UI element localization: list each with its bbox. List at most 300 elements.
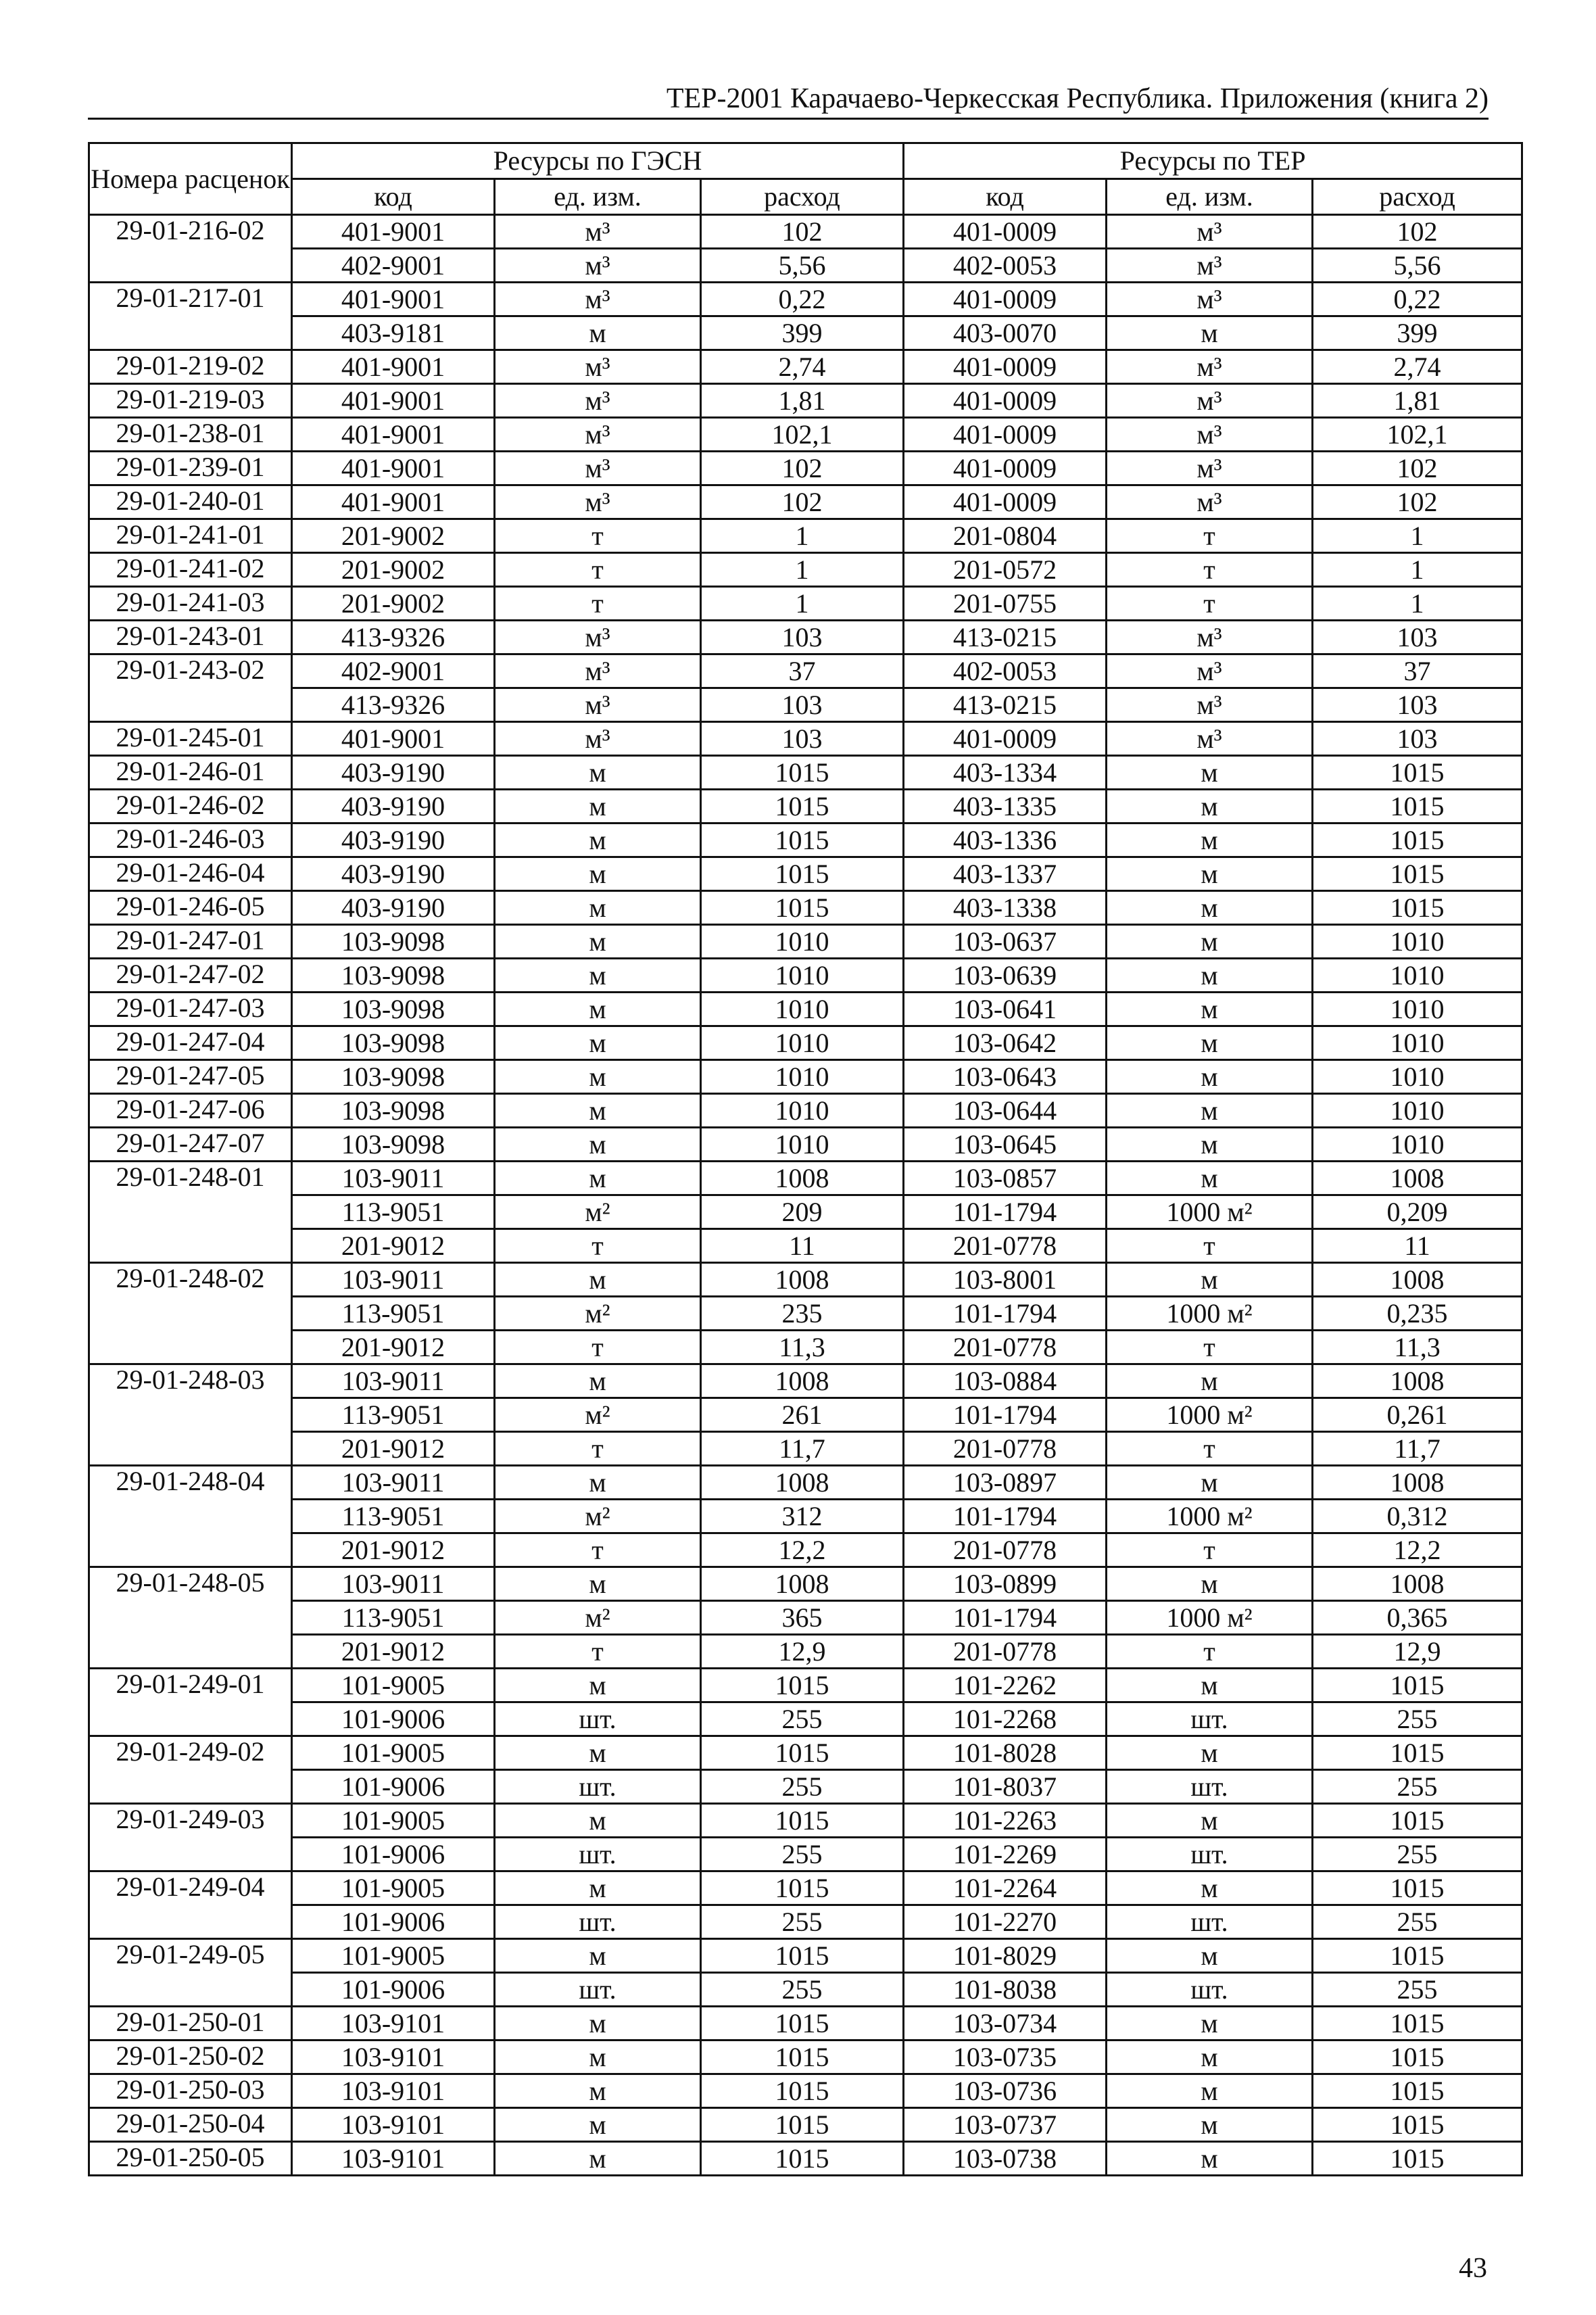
- rate-number-cell: 29-01-248-02: [89, 1263, 292, 1297]
- gesn-code-cell: 401-9001: [292, 418, 495, 452]
- table-row: [89, 790, 1522, 824]
- gesn-code-cell: 201-9002: [292, 553, 495, 587]
- page-header-title: ТЕР-2001 Карачаево-Черкесская Республика. Приложения (книга 2): [666, 83, 1489, 114]
- table-row: [89, 1297, 1522, 1331]
- table-row: [89, 1263, 1522, 1297]
- rate-number-cell: 29-01-246-02: [89, 790, 292, 824]
- ter-unit-cell: шт.: [1107, 1702, 1313, 1736]
- gesn-unit-cell: м: [495, 1060, 701, 1094]
- gesn-unit-cell: т: [495, 1331, 701, 1364]
- rate-number-cell: 29-01-249-02: [89, 1736, 292, 1770]
- ter-unit-cell: м³: [1107, 249, 1313, 283]
- gesn-unit-cell: шт.: [495, 1770, 701, 1804]
- rate-number-cell: 29-01-247-01: [89, 925, 292, 959]
- table-row: [89, 959, 1522, 993]
- gesn-consumption-cell: 255: [701, 1770, 904, 1804]
- ter-unit-cell: м³: [1107, 485, 1313, 519]
- ter-code-cell: 101-1794: [904, 1500, 1107, 1533]
- gesn-code-cell: 101-9005: [292, 1669, 495, 1702]
- gesn-consumption-cell: 1010: [701, 1128, 904, 1162]
- ter-code-cell: 403-1335: [904, 790, 1107, 824]
- table-row: [89, 1601, 1522, 1635]
- ter-unit-cell: м: [1107, 2074, 1313, 2108]
- table-row: [89, 2108, 1522, 2142]
- rate-number-cell: 29-01-249-04: [89, 1871, 292, 1905]
- ter-code-cell: 401-0009: [904, 485, 1107, 519]
- ter-unit-cell: м: [1107, 1128, 1313, 1162]
- ter-code-cell: 103-0897: [904, 1466, 1107, 1500]
- header-ter-consumption: расход: [1313, 179, 1522, 215]
- gesn-unit-cell: т: [495, 587, 701, 621]
- ter-unit-cell: м: [1107, 1669, 1313, 1702]
- ter-unit-cell: м: [1107, 993, 1313, 1026]
- ter-consumption-cell: 11: [1313, 1229, 1522, 1263]
- gesn-code-cell: 401-9001: [292, 722, 495, 756]
- gesn-unit-cell: м: [495, 2108, 701, 2142]
- gesn-unit-cell: м: [495, 2007, 701, 2040]
- gesn-unit-cell: м: [495, 1263, 701, 1297]
- gesn-unit-cell: м²: [495, 1398, 701, 1432]
- gesn-consumption-cell: 1015: [701, 1804, 904, 1838]
- resources-table: [88, 142, 1523, 2176]
- ter-unit-cell: т: [1107, 1635, 1313, 1669]
- rate-number-cell: [89, 316, 292, 350]
- table-row: [89, 2074, 1522, 2108]
- gesn-unit-cell: м²: [495, 1500, 701, 1533]
- table-header: [89, 143, 1522, 215]
- gesn-code-cell: 103-9098: [292, 1094, 495, 1128]
- gesn-unit-cell: шт.: [495, 1905, 701, 1939]
- ter-unit-cell: м: [1107, 1026, 1313, 1060]
- gesn-unit-cell: м³: [495, 249, 701, 283]
- ter-unit-cell: т: [1107, 519, 1313, 553]
- gesn-unit-cell: м²: [495, 1195, 701, 1229]
- table-row: [89, 1466, 1522, 1500]
- rate-number-cell: 29-01-219-02: [89, 350, 292, 384]
- ter-code-cell: 403-1337: [904, 857, 1107, 891]
- ter-code-cell: 101-8028: [904, 1736, 1107, 1770]
- ter-unit-cell: м: [1107, 1871, 1313, 1905]
- gesn-unit-cell: м: [495, 2142, 701, 2176]
- ter-consumption-cell: 102: [1313, 215, 1522, 249]
- ter-consumption-cell: 1010: [1313, 993, 1522, 1026]
- rate-number-cell: [89, 1533, 292, 1567]
- ter-unit-cell: м: [1107, 790, 1313, 824]
- rate-number-cell: [89, 1770, 292, 1804]
- ter-code-cell: 103-0645: [904, 1128, 1107, 1162]
- gesn-code-cell: 113-9051: [292, 1398, 495, 1432]
- gesn-unit-cell: м: [495, 1128, 701, 1162]
- ter-code-cell: 101-2262: [904, 1669, 1107, 1702]
- gesn-consumption-cell: 255: [701, 1838, 904, 1871]
- rate-number-cell: 29-01-249-05: [89, 1939, 292, 1973]
- ter-consumption-cell: 103: [1313, 722, 1522, 756]
- rate-number-cell: 29-01-247-07: [89, 1128, 292, 1162]
- ter-consumption-cell: 0,261: [1313, 1398, 1522, 1432]
- table-row: [89, 485, 1522, 519]
- gesn-unit-cell: м³: [495, 485, 701, 519]
- ter-consumption-cell: 1010: [1313, 925, 1522, 959]
- ter-unit-cell: шт.: [1107, 1973, 1313, 2007]
- gesn-code-cell: 401-9001: [292, 215, 495, 249]
- rate-number-cell: [89, 1432, 292, 1466]
- gesn-unit-cell: м: [495, 925, 701, 959]
- ter-code-cell: 101-2268: [904, 1702, 1107, 1736]
- gesn-unit-cell: т: [495, 519, 701, 553]
- table-row: [89, 824, 1522, 857]
- gesn-consumption-cell: 261: [701, 1398, 904, 1432]
- ter-unit-cell: м: [1107, 2007, 1313, 2040]
- rate-number-cell: [89, 1973, 292, 2007]
- gesn-code-cell: 103-9101: [292, 2108, 495, 2142]
- gesn-code-cell: 113-9051: [292, 1500, 495, 1533]
- ter-unit-cell: 1000 м²: [1107, 1500, 1313, 1533]
- rate-number-cell: [89, 688, 292, 722]
- table-row: [89, 1229, 1522, 1263]
- ter-consumption-cell: 102,1: [1313, 418, 1522, 452]
- gesn-code-cell: 103-9101: [292, 2040, 495, 2074]
- table-row: [89, 1939, 1522, 1973]
- gesn-consumption-cell: 1: [701, 519, 904, 553]
- ter-unit-cell: м³: [1107, 621, 1313, 654]
- ter-unit-cell: м: [1107, 2040, 1313, 2074]
- ter-code-cell: 103-0734: [904, 2007, 1107, 2040]
- ter-code-cell: 103-0637: [904, 925, 1107, 959]
- table-row: [89, 1195, 1522, 1229]
- table-row: [89, 519, 1522, 553]
- ter-unit-cell: м: [1107, 959, 1313, 993]
- gesn-unit-cell: м: [495, 891, 701, 925]
- gesn-code-cell: 103-9098: [292, 1128, 495, 1162]
- ter-consumption-cell: 1015: [1313, 756, 1522, 790]
- gesn-unit-cell: т: [495, 1533, 701, 1567]
- gesn-code-cell: 403-9190: [292, 824, 495, 857]
- rate-number-cell: 29-01-243-02: [89, 654, 292, 688]
- table-row: [89, 1162, 1522, 1195]
- gesn-code-cell: 113-9051: [292, 1195, 495, 1229]
- gesn-consumption-cell: 1015: [701, 756, 904, 790]
- gesn-consumption-cell: 103: [701, 722, 904, 756]
- gesn-code-cell: 103-9101: [292, 2074, 495, 2108]
- gesn-consumption-cell: 1010: [701, 1060, 904, 1094]
- gesn-unit-cell: м: [495, 1364, 701, 1398]
- gesn-code-cell: 101-9005: [292, 1871, 495, 1905]
- gesn-unit-cell: м³: [495, 215, 701, 249]
- table-row: [89, 249, 1522, 283]
- ter-code-cell: 101-1794: [904, 1297, 1107, 1331]
- ter-code-cell: 201-0778: [904, 1229, 1107, 1263]
- ter-code-cell: 401-0009: [904, 722, 1107, 756]
- table-row: [89, 925, 1522, 959]
- gesn-code-cell: 113-9051: [292, 1297, 495, 1331]
- gesn-code-cell: 113-9051: [292, 1601, 495, 1635]
- rate-number-cell: [89, 1702, 292, 1736]
- ter-consumption-cell: 12,9: [1313, 1635, 1522, 1669]
- ter-consumption-cell: 1015: [1313, 1939, 1522, 1973]
- ter-consumption-cell: 1008: [1313, 1364, 1522, 1398]
- ter-consumption-cell: 1,81: [1313, 384, 1522, 418]
- ter-code-cell: 101-1794: [904, 1398, 1107, 1432]
- table-row: [89, 1635, 1522, 1669]
- gesn-consumption-cell: 209: [701, 1195, 904, 1229]
- gesn-code-cell: 401-9001: [292, 350, 495, 384]
- table-row: [89, 1060, 1522, 1094]
- ter-consumption-cell: 255: [1313, 1770, 1522, 1804]
- gesn-code-cell: 101-9006: [292, 1770, 495, 1804]
- ter-consumption-cell: 1015: [1313, 824, 1522, 857]
- ter-unit-cell: м: [1107, 1466, 1313, 1500]
- gesn-consumption-cell: 1,81: [701, 384, 904, 418]
- ter-unit-cell: м: [1107, 925, 1313, 959]
- ter-consumption-cell: 0,312: [1313, 1500, 1522, 1533]
- table-row: [89, 1973, 1522, 2007]
- gesn-unit-cell: м: [495, 316, 701, 350]
- gesn-unit-cell: т: [495, 553, 701, 587]
- header-rate-numbers: Номера расценок: [89, 143, 292, 215]
- ter-code-cell: 101-2264: [904, 1871, 1107, 1905]
- header-gesn-code: код: [292, 179, 495, 215]
- table-row: [89, 1567, 1522, 1601]
- rate-number-cell: 29-01-250-03: [89, 2074, 292, 2108]
- table-row: [89, 316, 1522, 350]
- gesn-consumption-cell: 1008: [701, 1162, 904, 1195]
- ter-code-cell: 403-1338: [904, 891, 1107, 925]
- gesn-code-cell: 101-9006: [292, 1973, 495, 2007]
- gesn-unit-cell: м: [495, 824, 701, 857]
- ter-unit-cell: м³: [1107, 688, 1313, 722]
- rate-number-cell: 29-01-248-03: [89, 1364, 292, 1398]
- table-row: [89, 621, 1522, 654]
- gesn-unit-cell: м: [495, 993, 701, 1026]
- gesn-consumption-cell: 1010: [701, 959, 904, 993]
- table-row: [89, 1432, 1522, 1466]
- ter-consumption-cell: 1008: [1313, 1162, 1522, 1195]
- gesn-code-cell: 101-9006: [292, 1905, 495, 1939]
- ter-unit-cell: т: [1107, 1432, 1313, 1466]
- gesn-consumption-cell: 1015: [701, 790, 904, 824]
- gesn-consumption-cell: 1015: [701, 857, 904, 891]
- ter-unit-cell: м: [1107, 2108, 1313, 2142]
- ter-unit-cell: т: [1107, 1331, 1313, 1364]
- rate-number-cell: [89, 1601, 292, 1635]
- rate-number-cell: [89, 1500, 292, 1533]
- ter-unit-cell: м³: [1107, 215, 1313, 249]
- ter-consumption-cell: 102: [1313, 485, 1522, 519]
- rate-number-cell: 29-01-246-01: [89, 756, 292, 790]
- rate-number-cell: 29-01-247-04: [89, 1026, 292, 1060]
- ter-code-cell: 103-0639: [904, 959, 1107, 993]
- gesn-consumption-cell: 102: [701, 485, 904, 519]
- gesn-code-cell: 403-9190: [292, 790, 495, 824]
- ter-code-cell: 103-0899: [904, 1567, 1107, 1601]
- ter-consumption-cell: 1010: [1313, 1128, 1522, 1162]
- gesn-code-cell: 403-9190: [292, 756, 495, 790]
- gesn-code-cell: 103-9098: [292, 993, 495, 1026]
- ter-consumption-cell: 1: [1313, 553, 1522, 587]
- ter-unit-cell: м: [1107, 891, 1313, 925]
- gesn-unit-cell: м²: [495, 1297, 701, 1331]
- ter-unit-cell: 1000 м²: [1107, 1601, 1313, 1635]
- ter-code-cell: 403-0070: [904, 316, 1107, 350]
- header-row-groups: [89, 143, 1522, 179]
- rate-number-cell: [89, 1838, 292, 1871]
- gesn-unit-cell: м: [495, 2040, 701, 2074]
- gesn-consumption-cell: 12,9: [701, 1635, 904, 1669]
- rate-number-cell: 29-01-247-05: [89, 1060, 292, 1094]
- gesn-unit-cell: м: [495, 1567, 701, 1601]
- rate-number-cell: 29-01-247-06: [89, 1094, 292, 1128]
- ter-consumption-cell: 1015: [1313, 891, 1522, 925]
- table-row: [89, 688, 1522, 722]
- gesn-unit-cell: м: [495, 1094, 701, 1128]
- gesn-consumption-cell: 399: [701, 316, 904, 350]
- table-row: [89, 2142, 1522, 2176]
- rate-number-cell: 29-01-250-01: [89, 2007, 292, 2040]
- header-rule: [88, 118, 1489, 120]
- gesn-code-cell: 201-9002: [292, 519, 495, 553]
- ter-code-cell: 101-2269: [904, 1838, 1107, 1871]
- rate-number-cell: 29-01-250-05: [89, 2142, 292, 2176]
- gesn-code-cell: 403-9181: [292, 316, 495, 350]
- gesn-consumption-cell: 1010: [701, 925, 904, 959]
- ter-consumption-cell: 0,365: [1313, 1601, 1522, 1635]
- gesn-consumption-cell: 1008: [701, 1263, 904, 1297]
- gesn-consumption-cell: 255: [701, 1702, 904, 1736]
- ter-code-cell: 201-0778: [904, 1432, 1107, 1466]
- ter-unit-cell: шт.: [1107, 1770, 1313, 1804]
- gesn-consumption-cell: 5,56: [701, 249, 904, 283]
- rate-number-cell: 29-01-216-02: [89, 215, 292, 249]
- gesn-code-cell: 103-9098: [292, 1060, 495, 1094]
- header-ter-unit: ед. изм.: [1107, 179, 1313, 215]
- gesn-consumption-cell: 102,1: [701, 418, 904, 452]
- ter-code-cell: 101-8029: [904, 1939, 1107, 1973]
- gesn-consumption-cell: 102: [701, 215, 904, 249]
- ter-unit-cell: м: [1107, 1364, 1313, 1398]
- gesn-unit-cell: м: [495, 790, 701, 824]
- ter-consumption-cell: 255: [1313, 1702, 1522, 1736]
- gesn-unit-cell: м²: [495, 1601, 701, 1635]
- gesn-consumption-cell: 1015: [701, 1736, 904, 1770]
- ter-unit-cell: м: [1107, 1060, 1313, 1094]
- header-row-columns: [89, 179, 1522, 215]
- ter-consumption-cell: 1: [1313, 519, 1522, 553]
- ter-unit-cell: 1000 м²: [1107, 1195, 1313, 1229]
- gesn-consumption-cell: 1010: [701, 1026, 904, 1060]
- table-row: [89, 654, 1522, 688]
- rate-number-cell: 29-01-250-02: [89, 2040, 292, 2074]
- ter-code-cell: 103-0643: [904, 1060, 1107, 1094]
- gesn-code-cell: 103-9098: [292, 925, 495, 959]
- ter-code-cell: 101-8038: [904, 1973, 1107, 2007]
- ter-code-cell: 101-2270: [904, 1905, 1107, 1939]
- ter-code-cell: 201-0778: [904, 1533, 1107, 1567]
- ter-code-cell: 401-0009: [904, 452, 1107, 485]
- ter-code-cell: 101-2263: [904, 1804, 1107, 1838]
- gesn-code-cell: 401-9001: [292, 485, 495, 519]
- ter-code-cell: 201-0755: [904, 587, 1107, 621]
- gesn-unit-cell: м³: [495, 418, 701, 452]
- gesn-unit-cell: м: [495, 1736, 701, 1770]
- ter-consumption-cell: 1010: [1313, 959, 1522, 993]
- rate-number-cell: [89, 1195, 292, 1229]
- gesn-unit-cell: м³: [495, 350, 701, 384]
- rate-number-cell: 29-01-248-01: [89, 1162, 292, 1195]
- rate-number-cell: 29-01-239-01: [89, 452, 292, 485]
- table-row: [89, 857, 1522, 891]
- ter-unit-cell: 1000 м²: [1107, 1297, 1313, 1331]
- gesn-consumption-cell: 0,22: [701, 283, 904, 316]
- rate-number-cell: [89, 1331, 292, 1364]
- ter-unit-cell: т: [1107, 587, 1313, 621]
- rate-number-cell: 29-01-217-01: [89, 283, 292, 316]
- gesn-consumption-cell: 1015: [701, 2142, 904, 2176]
- gesn-code-cell: 101-9005: [292, 1804, 495, 1838]
- header-ter-code: код: [904, 179, 1107, 215]
- table-row: [89, 756, 1522, 790]
- ter-code-cell: 201-0778: [904, 1331, 1107, 1364]
- gesn-consumption-cell: 1015: [701, 2040, 904, 2074]
- gesn-unit-cell: шт.: [495, 1838, 701, 1871]
- gesn-code-cell: 103-9011: [292, 1466, 495, 1500]
- table-row: [89, 384, 1522, 418]
- table-row: [89, 1838, 1522, 1871]
- gesn-consumption-cell: 1015: [701, 891, 904, 925]
- gesn-consumption-cell: 1010: [701, 1094, 904, 1128]
- ter-consumption-cell: 1015: [1313, 1871, 1522, 1905]
- rate-number-cell: 29-01-248-04: [89, 1466, 292, 1500]
- gesn-consumption-cell: 11,3: [701, 1331, 904, 1364]
- ter-unit-cell: м: [1107, 857, 1313, 891]
- ter-code-cell: 401-0009: [904, 215, 1107, 249]
- table-row: [89, 283, 1522, 316]
- ter-consumption-cell: 1008: [1313, 1567, 1522, 1601]
- ter-code-cell: 401-0009: [904, 350, 1107, 384]
- ter-code-cell: 103-0736: [904, 2074, 1107, 2108]
- table-row: [89, 993, 1522, 1026]
- ter-consumption-cell: 102: [1313, 452, 1522, 485]
- rate-number-cell: 29-01-241-03: [89, 587, 292, 621]
- gesn-unit-cell: м³: [495, 621, 701, 654]
- ter-code-cell: 103-0738: [904, 2142, 1107, 2176]
- ter-unit-cell: т: [1107, 1533, 1313, 1567]
- table-body: [89, 215, 1522, 2176]
- gesn-code-cell: 103-9011: [292, 1263, 495, 1297]
- gesn-code-cell: 402-9001: [292, 654, 495, 688]
- gesn-code-cell: 201-9012: [292, 1432, 495, 1466]
- rate-number-cell: 29-01-241-01: [89, 519, 292, 553]
- table-row: [89, 1364, 1522, 1398]
- gesn-consumption-cell: 2,74: [701, 350, 904, 384]
- ter-consumption-cell: 1015: [1313, 1804, 1522, 1838]
- ter-unit-cell: м³: [1107, 418, 1313, 452]
- table-row: [89, 1128, 1522, 1162]
- gesn-unit-cell: м: [495, 1162, 701, 1195]
- gesn-unit-cell: м: [495, 1026, 701, 1060]
- ter-code-cell: 401-0009: [904, 418, 1107, 452]
- gesn-unit-cell: м: [495, 1871, 701, 1905]
- rate-number-cell: 29-01-238-01: [89, 418, 292, 452]
- ter-code-cell: 403-1334: [904, 756, 1107, 790]
- gesn-consumption-cell: 1010: [701, 993, 904, 1026]
- gesn-consumption-cell: 255: [701, 1905, 904, 1939]
- gesn-consumption-cell: 102: [701, 452, 904, 485]
- gesn-unit-cell: м: [495, 756, 701, 790]
- table-row: [89, 1331, 1522, 1364]
- ter-consumption-cell: 5,56: [1313, 249, 1522, 283]
- gesn-consumption-cell: 1015: [701, 2074, 904, 2108]
- gesn-code-cell: 101-9006: [292, 1702, 495, 1736]
